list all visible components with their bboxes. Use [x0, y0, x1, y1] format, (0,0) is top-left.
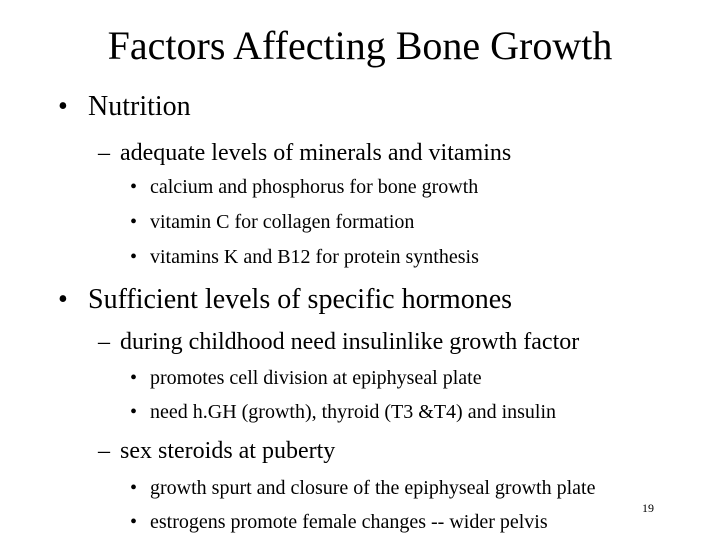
bullet-text: need h.GH (growth), thyroid (T3 &T4) and insulin — [150, 401, 557, 423]
sub-bullet-childhood — [98, 328, 580, 356]
detail-growth-spurt — [130, 476, 596, 500]
dash-icon: – — [98, 329, 110, 355]
detail-vitamin-c — [130, 210, 415, 234]
detail-cell-division — [130, 366, 482, 390]
bullet-text: estrogens promote female changes -- wider pelvis — [150, 511, 548, 533]
bullet-icon: • — [130, 246, 138, 268]
slide-title: Factors Affecting Bone Growth — [107, 23, 613, 68]
bullet-icon: • — [130, 511, 138, 533]
bullet-icon: • — [130, 367, 138, 389]
bullet-icon: • — [130, 176, 138, 198]
sub-bullet-sex-steroids — [98, 437, 336, 465]
detail-calcium-phosphorus — [130, 175, 479, 199]
dash-icon: – — [98, 438, 110, 464]
bullet-text: vitamins K and B12 for protein synthesis — [150, 246, 479, 268]
bullet-text: Sufficient levels of specific hormones — [88, 284, 513, 315]
bullet-icon: • — [58, 284, 68, 315]
bullet-text: promotes cell division at epiphyseal plate — [150, 367, 482, 389]
bullet-text: during childhood need insulinlike growth factor — [120, 329, 580, 355]
bullet-nutrition — [58, 91, 191, 123]
detail-vitamins-k-b12 — [130, 245, 479, 269]
bullet-text: sex steroids at puberty — [120, 438, 336, 464]
slide-number: 19 — [642, 501, 654, 515]
bullet-text: calcium and phosphorus for bone growth — [150, 176, 479, 198]
sub-bullet-minerals-vitamins — [98, 139, 512, 167]
bullet-text: vitamin C for collagen formation — [150, 211, 415, 233]
bullet-hormones — [58, 284, 513, 316]
bullet-text: Nutrition — [88, 91, 191, 122]
dash-icon: – — [98, 140, 110, 166]
detail-hgh-thyroid-insulin — [130, 400, 557, 424]
detail-estrogens — [130, 510, 548, 534]
bullet-icon: • — [130, 477, 138, 499]
bullet-icon: • — [130, 401, 138, 423]
bullet-icon: • — [130, 211, 138, 233]
bullet-icon: • — [58, 91, 68, 122]
bullet-text: adequate levels of minerals and vitamins — [120, 140, 512, 166]
bullet-text: growth spurt and closure of the epiphyseal growth plate — [150, 477, 596, 499]
